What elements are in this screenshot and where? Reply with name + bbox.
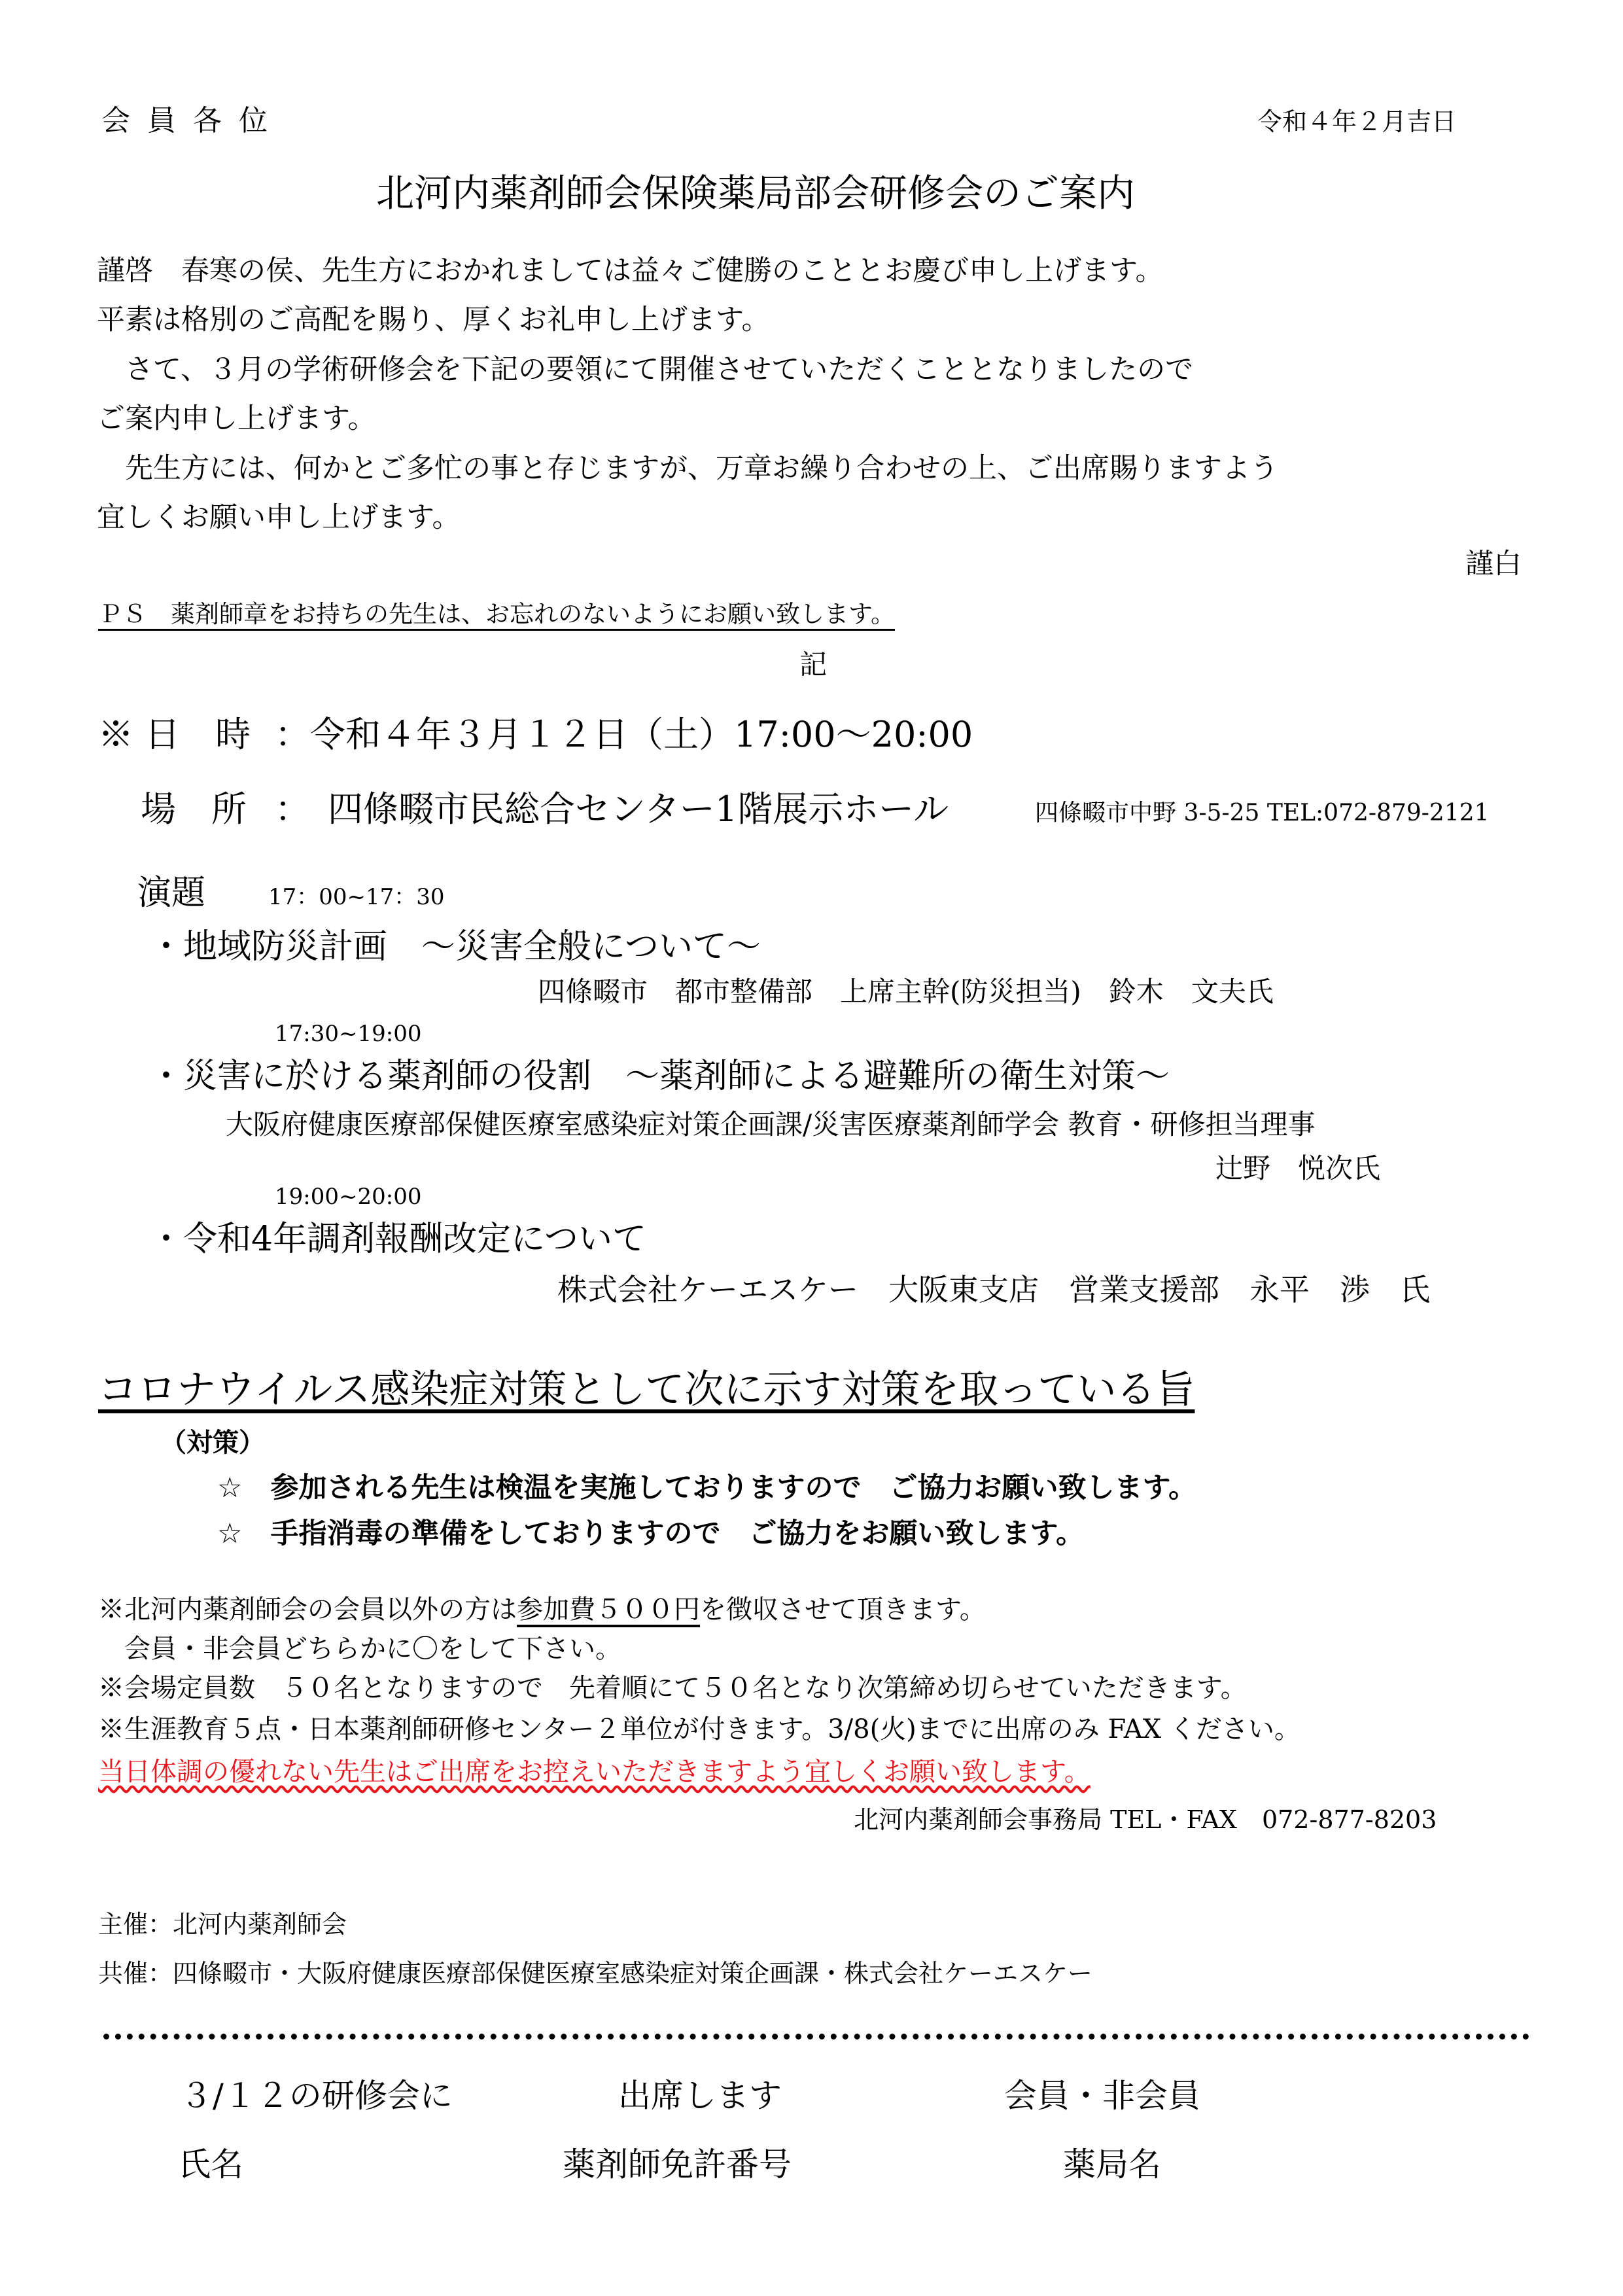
office-contact: 北河内薬剤師会事務局 TEL・FAX 072-877-8203 bbox=[854, 1805, 1437, 1834]
program-speaker-2: 大阪府健康医療部保健医療室感染症対策企画課/災害医療薬剤師学会 教育・研修担当理事 bbox=[226, 1108, 1316, 1140]
body-line-6: 宜しくお願い申し上げます。 bbox=[97, 501, 461, 534]
covid-subheading: （対策） bbox=[160, 1428, 265, 1458]
body-line-5: 先生方には、何かとご多忙の事と存じますが、万章お繰り合わせの上、ご出席賜りますよう bbox=[97, 452, 1278, 485]
body-line-2: 平素は格別のご高配を賜り、厚くお礼申し上げます。 bbox=[97, 304, 770, 336]
form-license-label: 薬剤師免許番号 bbox=[563, 2146, 792, 2183]
covid-heading: コロナウイルス感染症対策として次に示す対策を取っている旨 bbox=[98, 1367, 1195, 1413]
member-note: 会員・非会員どちらかに〇をして下さい。 bbox=[98, 1634, 621, 1664]
form-event: ３/１２の研修会に bbox=[180, 2077, 453, 2115]
form-pharmacy-label: 薬局名 bbox=[1063, 2146, 1161, 2183]
program-speaker-3: 株式会社ケーエスケー 大阪東支店 営業支援部 永平 渉 氏 bbox=[557, 1272, 1430, 1307]
place-value: ： 四條畷市民総合センター1階展示ホール bbox=[275, 788, 949, 830]
covid-item-2: ☆ 手指消毒の準備をしておりますので ご協力をお願い致します。 bbox=[217, 1517, 1085, 1550]
place-label: 場 所 bbox=[141, 788, 247, 830]
fee-note-prefix: ※北河内薬剤師会の会員以外の方は bbox=[98, 1595, 517, 1625]
program-title-1: ・地域防災計画 ～災害全般について～ bbox=[149, 927, 761, 966]
program-time-1: 17：00~17：30 bbox=[268, 884, 445, 910]
cut-line bbox=[103, 2034, 1529, 2040]
body-line-4: ご案内申し上げます。 bbox=[97, 402, 376, 435]
ps-note: ＰＳ 薬剤師章をお持ちの先生は、お忘れのないようにお願い致します。 bbox=[98, 600, 896, 628]
host: 主催：北河内薬剤師会 bbox=[98, 1910, 347, 1939]
body-line-3: さて、３月の学術研修会を下記の要領にて開催させていただくこととなりましたので bbox=[97, 353, 1194, 386]
place-address: 四條畷市中野 3-5-25 TEL:072-879-2121 bbox=[1035, 800, 1490, 826]
fee-note bbox=[98, 1595, 986, 1625]
addressee: 会 員 各 位 bbox=[101, 104, 271, 137]
form-name-label: 氏名 bbox=[178, 2146, 243, 2183]
program-time-3: 19:00~20:00 bbox=[275, 1184, 422, 1210]
datetime-label: ※ 日 時 bbox=[98, 714, 251, 755]
form-attend[interactable]: 出席します bbox=[618, 2077, 782, 2115]
program-speaker-2-name: 辻野 悦次氏 bbox=[1215, 1152, 1381, 1184]
covid-item-1: ☆ 参加される先生は検温を実施しておりますので ご協力お願い致します。 bbox=[217, 1472, 1197, 1504]
credits-note: ※生涯教育５点・日本薬剤師研修センター２単位が付きます。3/8(火)までに出席のみ FAX ください。 bbox=[98, 1714, 1300, 1744]
datetime-value: ：令和４年３月１２日（土）17:00～20:00 bbox=[275, 714, 973, 755]
issue-date: 令和４年２月吉日 bbox=[1257, 107, 1457, 136]
fee-note-suffix: を徴収させて頂きます。 bbox=[700, 1595, 986, 1625]
health-warning: 当日体調の優れない先生はご出席をお控えいただきますよう宜しくお願い致します。 bbox=[98, 1757, 1091, 1787]
form-member-choice[interactable]: 会員・非会員 bbox=[1004, 2077, 1200, 2115]
fee-amount: 参加費５００円 bbox=[517, 1595, 700, 1625]
body-line-1: 謹啓 春寒の侯、先生方におかれましては益々ご健勝のこととお慶び申し上げます。 bbox=[97, 255, 1164, 287]
ki-marker: 記 bbox=[799, 648, 828, 680]
program-speaker-1: 四條畷市 都市整備部 上席主幹(防災担当) 鈴木 文夫氏 bbox=[538, 976, 1274, 1008]
program-title-3: ・令和4年調剤報酬改定について bbox=[149, 1220, 647, 1259]
capacity-note: ※会場定員数 ５０名となりますので 先着順にて５０名となり次第締め切らせていただきます。 bbox=[98, 1673, 1247, 1703]
program-heading: 演題 bbox=[137, 874, 206, 913]
cohost: 共催：四條畷市・大阪府健康医療部保健医療室感染症対策企画課・株式会社ケーエスケー bbox=[98, 1959, 1093, 1988]
program-time-2: 17:30~19:00 bbox=[275, 1021, 422, 1047]
program-title-2: ・災害に於ける薬剤師の役割 ～薬剤師による避難所の衛生対策～ bbox=[149, 1057, 1170, 1096]
closing: 謹白 bbox=[1465, 548, 1522, 580]
page-title: 北河内薬剤師会保険薬局部会研修会のご案内 bbox=[376, 171, 1136, 215]
